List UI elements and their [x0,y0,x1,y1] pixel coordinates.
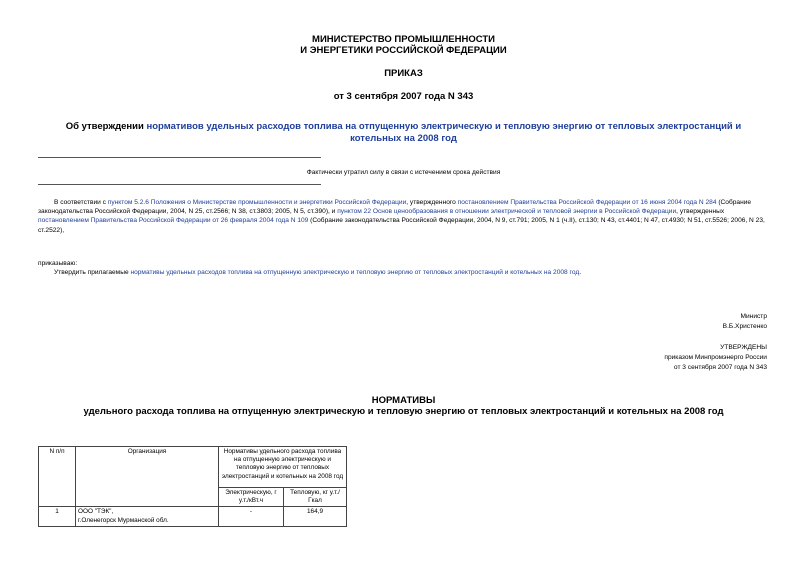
document-title [40,121,767,145]
header-electric: Электрическую, г у.т./кВт.ч [219,488,284,507]
header-organization: Организация [76,447,219,507]
signature-name: В.Б.Христенко [722,323,767,330]
status-note: Фактически утратил силу в связи с истечением срока действия [306,169,501,176]
preamble-text-4: , утвержденных [676,208,725,216]
document-date-number: от 3 сентября 2007 года N 343 [333,91,474,102]
preamble-paragraph [38,198,768,235]
cell-organization [76,507,219,526]
signature-position: Министр [740,313,767,320]
order-text-1: Утвердить прилагаемые [54,269,131,276]
order-word: приказываю: [38,260,78,267]
org-line1: ООО "ТЭК", [78,508,114,516]
title-link[interactable]: нормативов удельных расходов топлива на отпущенную электрическую и тепловую энергию от тепловых электростанций и котельных на 2008 год [146,121,742,144]
divider-bottom [38,184,321,185]
approval-line3: от 3 сентября 2007 года N 343 [673,364,767,371]
document-type: ПРИКАЗ [384,68,423,79]
preamble-text-1: В соответствии с [54,199,108,206]
norms-title: НОРМАТИВЫ [371,395,436,406]
link-norms-appendix[interactable]: нормативы удельных расходов топлива на отпущенную электрическую и тепловую энергию от тепловых электростанций и котельных на 2008 год [130,269,580,276]
header-heat: Тепловую, кг у.т./Гкал [284,488,347,507]
divider-top [38,157,321,158]
link-pricing-basics[interactable]: пунктом 22 Основ ценообразования в отношении электрической и тепловой энергии в Российской Федерации [337,208,677,216]
link-government-decree-284[interactable]: постановлением Правительства Российской Федерации от 16 июня 2004 года N 284 [457,199,717,206]
ministry-name-line2: И ЭНЕРГЕТИКИ РОССИЙСКОЙ ФЕДЕРАЦИИ [300,45,507,56]
table-header-row [39,447,347,488]
order-text-2: . [579,269,582,276]
norms-subtitle: удельного расхода топлива на отпущенную электрическую и тепловую энергию от тепловых электростанций и котельных на 2008 год [83,406,724,417]
cell-num: 1 [39,507,76,526]
header-norms-group: Нормативы удельного расхода топлива на отпущенную электрическую и тепловую энергию от тепловых электростанций и котельных на 2008 год [219,447,347,488]
preamble-text-5: (Собрание законодательства Российской Федерации, 2004, N 9, ст.791; 2005, N 1 (ч.II), ст.130; N 43, ст.4401; N 47, ст.4930; N 51, ст.5526; 2006, N 23, ст.2522), [38,217,765,234]
link-government-decree-109[interactable]: постановлением Правительства Российской Федерации от 26 февраля 2004 года N 109 [38,217,309,225]
org-line2: г.Оленегорск Мурманской обл. [78,516,169,524]
cell-electric: - [219,507,284,526]
ministry-name-line1: МИНИСТЕРСТВО ПРОМЫШЛЕННОСТИ [312,34,495,45]
order-paragraph [38,268,768,277]
approval-line2: приказом Минпромэнерго России [664,354,767,361]
preamble-text-2: , утвержденного [406,199,458,206]
header-num: N п/п [39,447,76,507]
link-regulation-ministry[interactable]: пунктом 5.2.6 Положения о Министерстве промышленности и энергетики Российской Федерации [107,199,407,206]
preamble-text-3: (Собрание законодательства Российской Федерации, 2004, N 25, ст.2566; N 38, ст.3803; 2005, N 5, ст.390), и [38,199,752,216]
table-row [39,507,347,526]
title-prefix: Об утверждении [65,121,147,132]
norms-table [38,446,347,527]
cell-heat: 164,9 [284,507,347,526]
approval-line1: УТВЕРЖДЕНЫ [720,344,767,351]
